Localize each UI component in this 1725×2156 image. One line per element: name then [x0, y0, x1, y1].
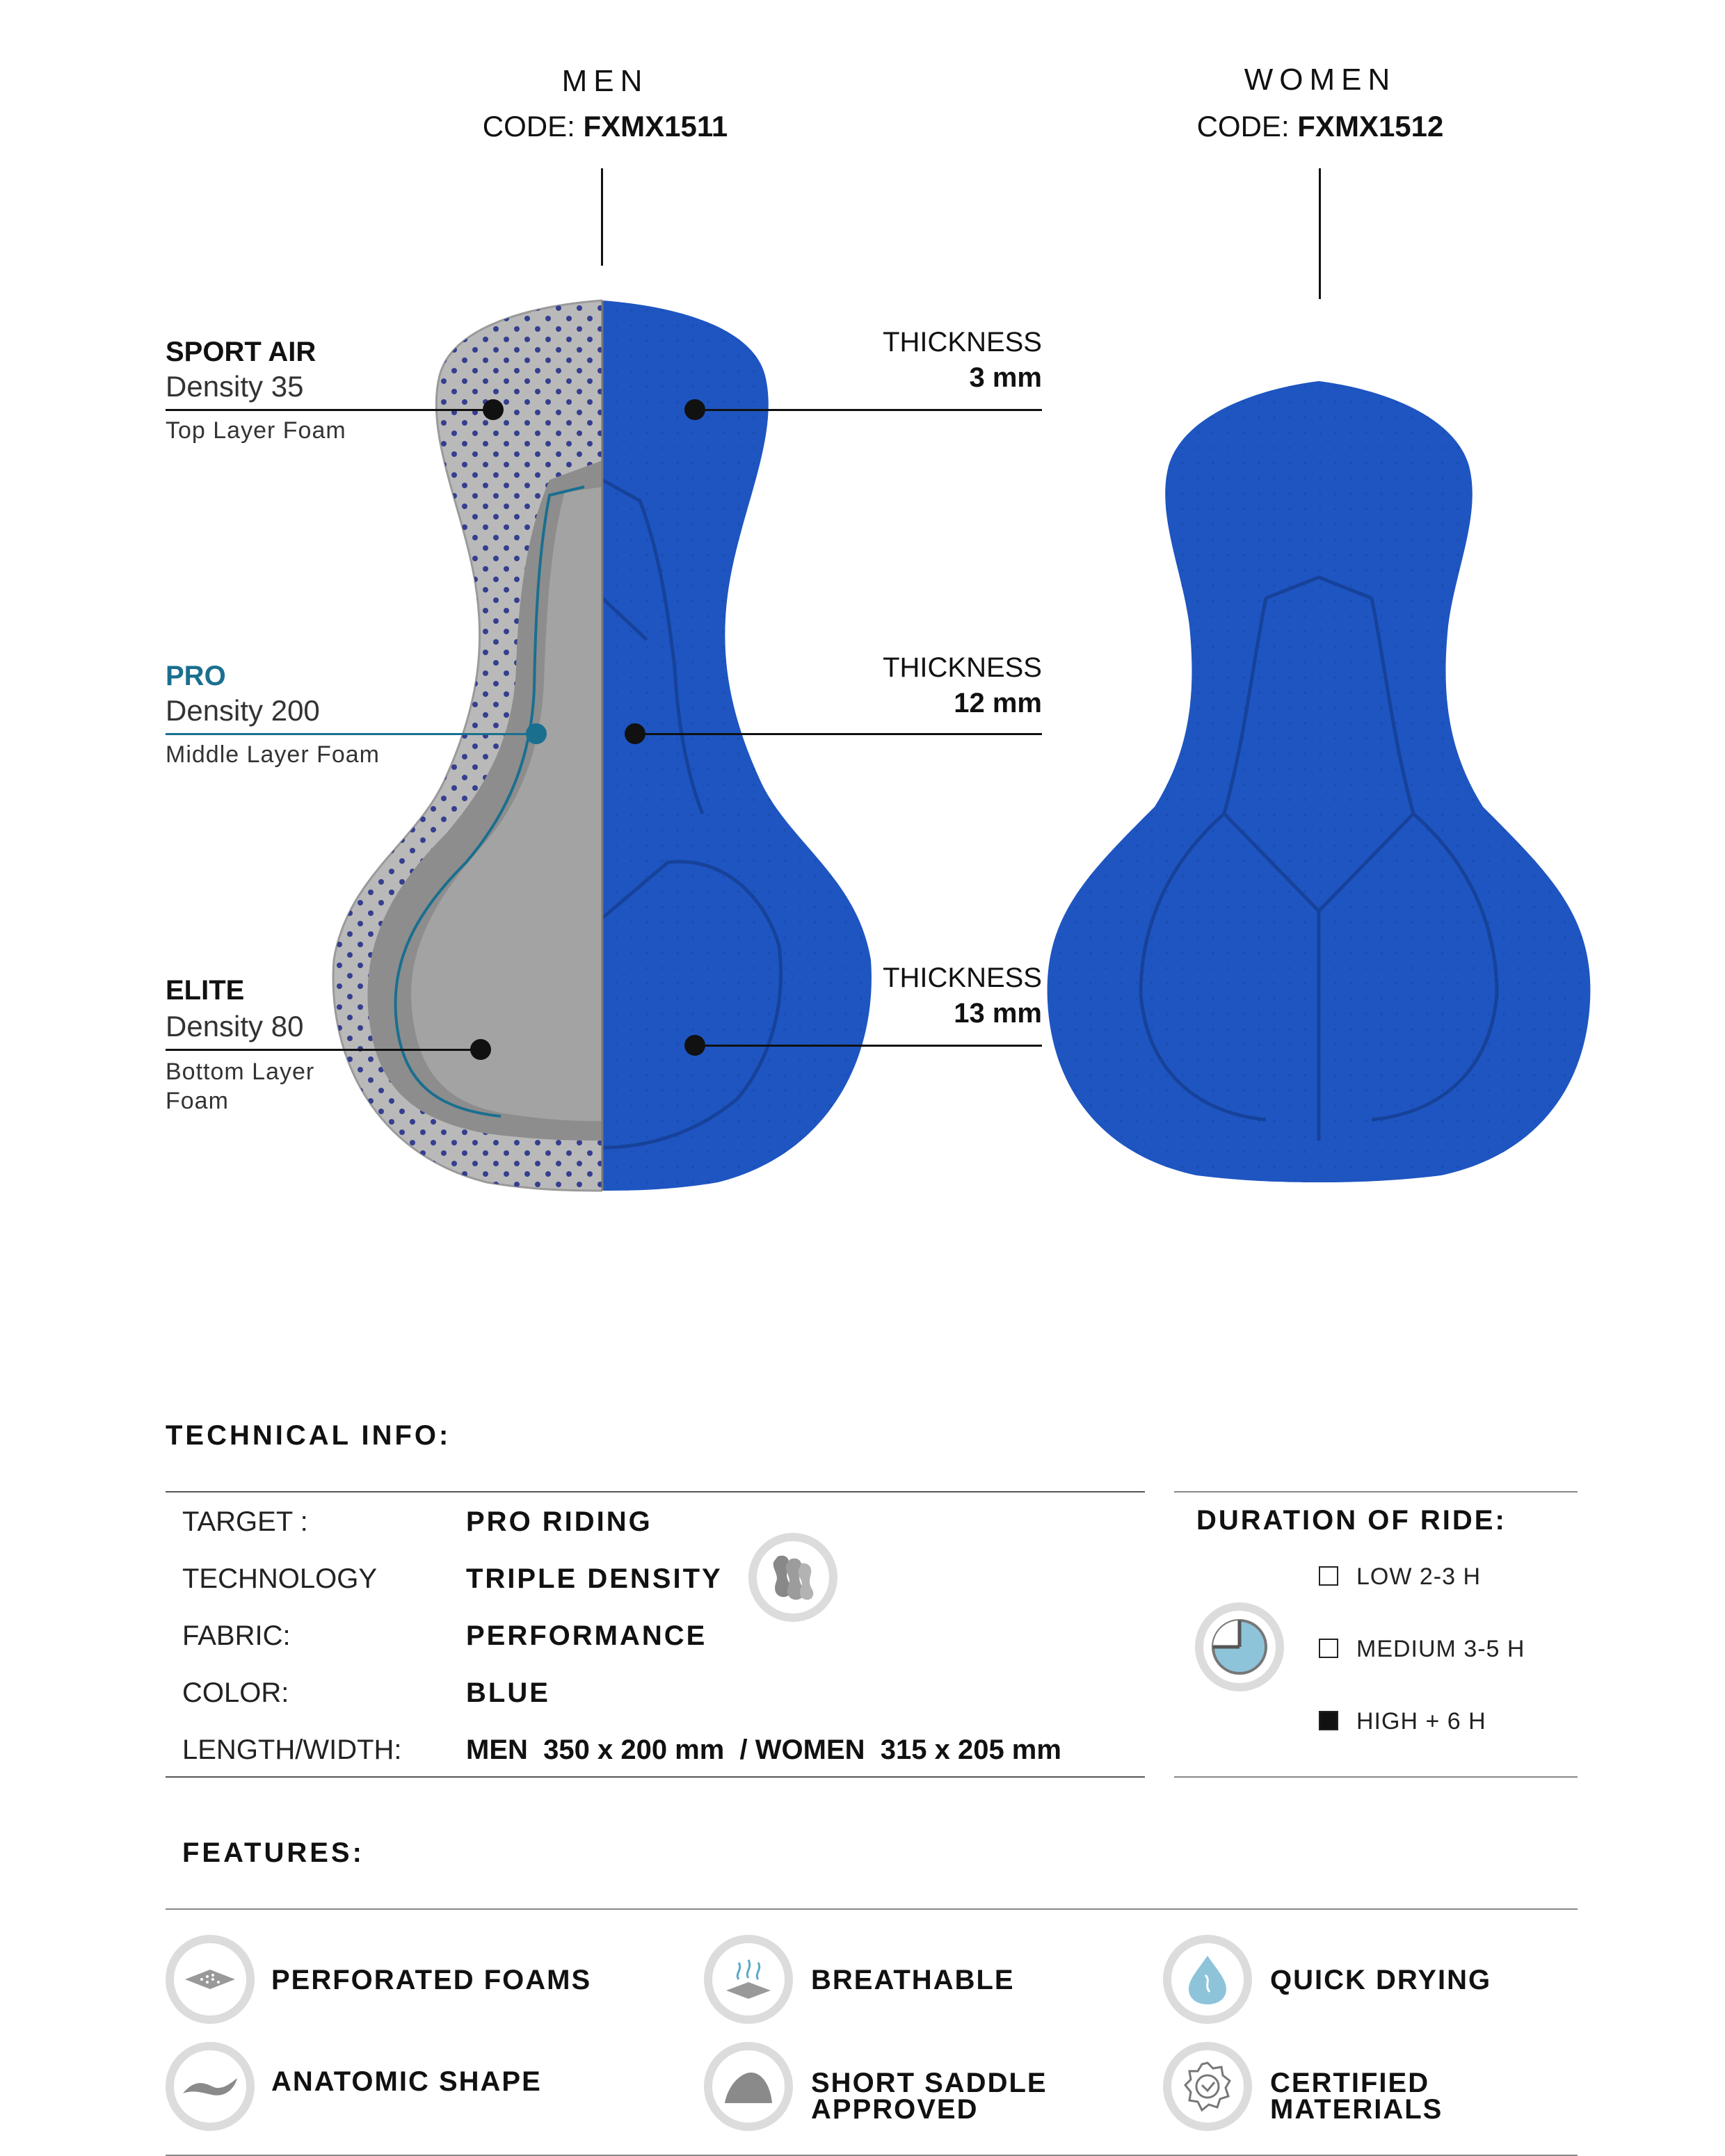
layer-sport-air-sub: Top Layer Foam [166, 417, 346, 444]
layer-elite-leader [166, 1049, 486, 1051]
thickness-top: THICKNESS 3 mm [883, 327, 1042, 393]
duration-low-checkbox[interactable] [1319, 1566, 1338, 1586]
anatomic-shape-icon [166, 2042, 255, 2131]
feature-breathable: BREATHABLE [811, 1965, 1015, 1995]
women-code: CODE: FXMX1512 [1196, 110, 1444, 143]
triple-density-icon [748, 1533, 837, 1622]
thickness-middle-dot [625, 723, 645, 744]
technical-info-title: TECHNICAL INFO: [166, 1420, 451, 1451]
duration-low-label: LOW 2-3 H [1356, 1563, 1482, 1590]
feature-perforated-foams: PERFORATED FOAMS [271, 1965, 592, 1995]
men-title: MEN [561, 64, 649, 98]
duration-medium-checkbox[interactable] [1319, 1639, 1338, 1658]
men-pad [333, 300, 872, 1191]
duration-medium-label: MEDIUM 3-5 H [1356, 1636, 1525, 1662]
thickness-middle: THICKNESS 12 mm [883, 652, 1042, 718]
tech-label-target: TARGET : [182, 1506, 308, 1537]
tech-bottom-rule [166, 1776, 1145, 1778]
layer-elite-density: Density 80 [166, 1010, 304, 1043]
men-code: CODE: FXMX1511 [482, 110, 728, 143]
layer-elite-name: ELITE [166, 975, 245, 1006]
feature-certified-materials: CERTIFIED MATERIALS [1270, 2068, 1443, 2125]
feature-anatomic-shape: ANATOMIC SHAPE [271, 2066, 542, 2097]
perforated-foam-icon [166, 1935, 255, 2024]
layer-elite-dot [470, 1039, 491, 1060]
feature-quick-drying: QUICK DRYING [1270, 1965, 1492, 1995]
tech-label-color: COLOR: [182, 1678, 289, 1708]
women-title: WOMEN [1244, 63, 1397, 97]
saddle-icon [704, 2042, 793, 2131]
thickness-top-leader [696, 409, 1042, 411]
layer-elite-sub: Bottom Layer Foam [166, 1059, 315, 1114]
thickness-middle-leader [636, 733, 1042, 735]
breathable-icon [704, 1935, 793, 2024]
layer-sport-air-leader [166, 409, 492, 411]
tech-label-fabric: FABRIC: [182, 1620, 291, 1651]
thickness-bottom-dot [684, 1035, 705, 1056]
features-top-rule [166, 1908, 1578, 1910]
duration-bottom-rule [1174, 1776, 1578, 1778]
clock-icon [1195, 1602, 1284, 1691]
layer-sport-air-name: SPORT AIR [166, 337, 316, 367]
layer-pro-sub: Middle Layer Foam [166, 741, 380, 768]
layer-pro-density: Density 200 [166, 694, 320, 727]
duration-title: DURATION OF RIDE: [1196, 1505, 1507, 1536]
duration-top-rule [1174, 1491, 1578, 1493]
layer-pro-leader [166, 733, 534, 735]
tech-label-length-width: LENGTH/WIDTH: [182, 1735, 402, 1765]
thickness-bottom: THICKNESS 13 mm [883, 963, 1042, 1029]
layer-pro-name: PRO [166, 661, 226, 691]
tech-value-color: BLUE [466, 1678, 550, 1708]
certified-badge-icon [1163, 2042, 1252, 2131]
thickness-bottom-leader [696, 1045, 1042, 1047]
water-drop-icon [1163, 1935, 1252, 2024]
tech-top-rule [166, 1491, 1145, 1493]
tech-label-technology: TECHNOLOGY [182, 1563, 378, 1594]
thickness-top-dot [684, 399, 705, 420]
duration-high-label: HIGH + 6 H [1356, 1708, 1486, 1735]
feature-short-saddle: SHORT SADDLE APPROVED [811, 2068, 1048, 2125]
layer-sport-air-dot [483, 399, 504, 420]
tech-value-fabric: PERFORMANCE [466, 1620, 707, 1651]
tech-value-length-width: MEN 350 x 200 mm / WOMEN 315 x 205 mm [466, 1735, 1061, 1765]
layer-sport-air-density: Density 35 [166, 370, 304, 403]
tech-value-technology: TRIPLE DENSITY [466, 1563, 723, 1594]
layer-pro-dot [526, 723, 547, 744]
features-title: FEATURES: [182, 1837, 364, 1868]
duration-high-checkbox[interactable] [1319, 1711, 1338, 1730]
tech-value-target: PRO RIDING [466, 1506, 652, 1537]
women-pad [1048, 381, 1591, 1182]
